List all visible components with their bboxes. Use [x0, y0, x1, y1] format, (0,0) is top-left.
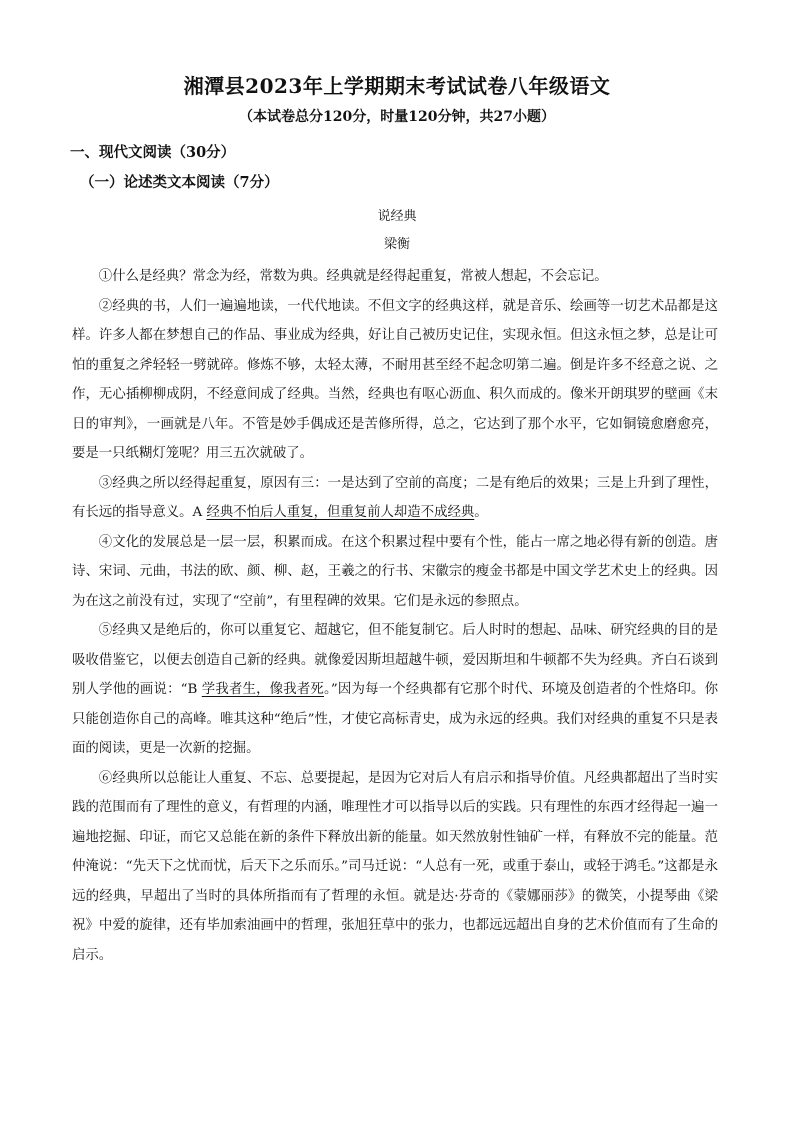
underlined-sentence-a: 经典不怕后人重复，但重复前人却造不成经典: [206, 505, 475, 520]
article-author: 梁衡: [383, 237, 410, 252]
paragraph-3-text: ③经典之所以经得起重复，原因有三：一是达到了空前的高度；二是有绝后的效果；三是上升到了理性，有长远的指导意义。A: [72, 475, 718, 520]
paragraph-3-end: 。: [474, 505, 488, 520]
paragraph-2: ②经典的书，人们一遍遍地读，一代代地读。不但文字的经典这样，就是音乐、绘画等一切艺术品都是这样。许多人都在梦想自己的作品、事业成为经典，好让自己被历史记住，实现永恒。但这永恒之梦，总是让可怕的重复之斧轻轻一劈就碎。修炼不够，太轻太薄，不耐用甚至经不起念叨第二遍。倒是许多不经意之说、之作，无心插柳柳成阴，不经意间成了经典。当然，经典也有呕心沥血、积久而成的。像米开朗琪罗的壁画《末日的审判》，一画就是八年。不管是妙手偶成还是苦修所得，总之，它达到了那个水平，它如铜镜愈磨愈亮，要是一只纸糊灯笼呢？用三五次就破了。: [72, 298, 718, 461]
exam-subtitle: （本试卷总分120分，时量120分钟，共27小题）: [239, 109, 555, 125]
exam-title: 湘潭县2023年上学期期末考试试卷八年级语文: [183, 74, 611, 98]
paragraph-5-end: 。”因为每一个经典都有它那个时代、环境及创造者的个性烙印。你只能创造你自己的高峰。唯其这种“绝后”性，才使它高标青史，成为永远的经典。我们对经典的重复不只是表面的阅读，更是一次新的挖掘。: [72, 682, 718, 756]
article-title: 说经典: [377, 209, 417, 224]
section-heading: 一、现代文阅读（30分）: [70, 144, 236, 161]
paragraph-1: ①什么是经典？常念为经，常数为典。经典就是经得起重复，常被人想起，不会忘记。: [98, 269, 608, 284]
subsection-heading: （一）论述类文本阅读（7分）: [80, 174, 279, 191]
paragraph-3: [72, 469, 718, 528]
paragraph-4: ④文化的发展总是一层一层，积累而成。在这个积累过程中要有个性，能占一席之地必得有新的创造。唐诗、宋词、元曲，书法的欧、颜、柳、赵，王羲之的行书、宋徽宗的瘦金书都是中国文学艺术史上的经典。因为在这之前没有过，实现了“空前”，有里程碑的效果。它们是永远的参照点。: [72, 534, 718, 609]
paragraph-5: [72, 616, 718, 764]
article-body: [72, 262, 718, 970]
paragraph-6: ⑥经典所以总能让人重复、不忘、总要提起，是因为它对后人有启示和指导价值。凡经典都超出了当时实践的范围而有了理性的意义，有哲理的内涵，唯理性才可以指导以后的实践。只有理性的东西才经得起一遍一遍地挖掘、印证，而它又总能在新的条件下释放出新的能量。如天然放射性铀矿一样，有释放不完的能量。范仲淹说：“先天下之忧而忧，后天下之乐而乐。”司马迁说：“人总有一死，或重于泰山，或轻于鸿毛。”这都是永远的经典，早超出了当时的具体所指而有了哲理的永恒。就是达·芬奇的《蒙娜丽莎》的微笑，小提琴曲《梁祝》中爱的旋律，还有毕加索油画中的哲理，张旭狂草中的张力，也都远远超出自身的艺术价值而有了生命的启示。: [72, 770, 718, 963]
paragraph-5-text: ⑤经典又是绝后的，你可以重复它、超越它，但不能复制它。后人时时的想起、品味、研究经典的目的是吸收借鉴它，以便去创造自己新的经典。就像爱因斯坦超越牛顿，爱因斯坦和牛顿都不失为经典。齐白石谈到别人学他的画说：“B: [72, 623, 718, 697]
underlined-sentence-b: 学我者生，像我者死: [201, 682, 325, 697]
